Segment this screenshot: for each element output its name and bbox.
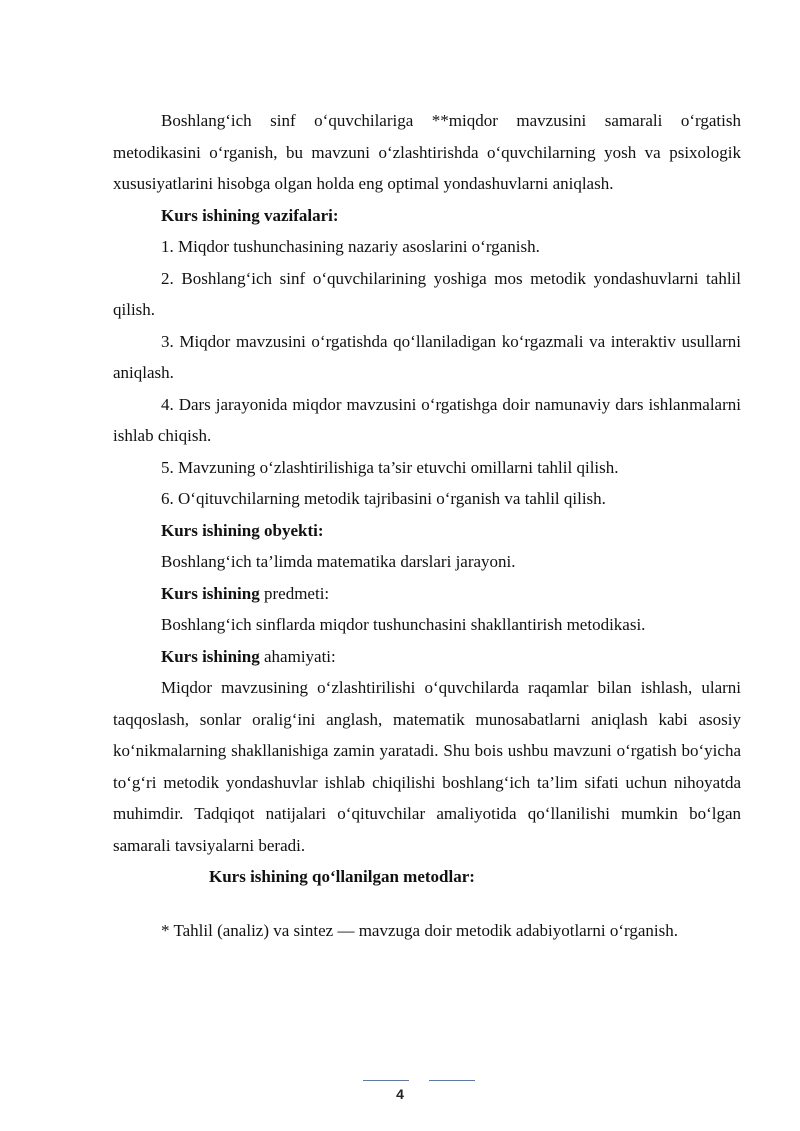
intro-paragraph: Boshlang‘ich sinf o‘quvchilariga **miqdor mavzusini samarali o‘rgatish metodikasini o‘rganish, bu mavzuni o‘zlashtirishda o‘quvchilarning yosh va psixologik xususiyatlarini hisobga olgan holda eng optimal yondashuvlarni aniqlash. <box>113 111 741 193</box>
importance-paragraph: Miqdor mavzusining o‘zlashtirilishi o‘quvchilarda raqamlar bilan ishlash, ularni taqqoslash, sonlar oralig‘ini anglash, matematik munosabatlarni aniqlash kabi asosiy ko‘nikmalarning shakllanishiga zamin yaratadi. Shu bois ushbu mavzuni o‘rgatish bo‘yicha to‘g‘ri metodik yondashuvlar ishlab chiqilishi boshlang‘ich ta’lim sifati uchun nihoyatda muhimdir. Tadqiqot natijalari o‘qituvchilar amaliyotida qo‘llanilishi mumkin bo‘lgan samarali tavsiyalarni beradi. <box>113 678 741 855</box>
importance-heading <box>113 641 741 673</box>
footer-line-right <box>429 1080 475 1081</box>
task-item-3: 3. Miqdor mavzusini o‘rgatishda qo‘llaniladigan ko‘rgazmali va interaktiv usullarni aniqlash. <box>113 331 741 382</box>
methods-heading: Kurs ishining qo‘llanilgan metodlar: <box>209 867 475 886</box>
footer-decoration <box>0 1080 800 1082</box>
subject-heading-bold: Kurs ishining <box>161 583 260 603</box>
task-item-2: 2. Boshlang‘ich sinf o‘quvchilarining yoshiga mos metodik yondashuvlarni tahlil qilish. <box>113 268 741 319</box>
task-item-1: 1. Miqdor tushunchasining nazariy asoslarini o‘rganish. <box>161 237 540 256</box>
tasks-heading: Kurs ishining vazifalari: <box>161 205 339 225</box>
task-item-6: 6. O‘qituvchilarning metodik tajribasini o‘rganish va tahlil qilish. <box>161 489 606 508</box>
subject-heading <box>113 578 741 610</box>
subject-text: Boshlang‘ich sinflarda miqdor tushunchasini shakllantirish metodikasi. <box>161 615 646 634</box>
spacer <box>113 893 741 915</box>
importance-heading-bold: Kurs ishining <box>161 646 260 666</box>
object-text: Boshlang‘ich ta’limda matematika darslari jarayoni. <box>161 552 516 571</box>
method-item-1: * Tahlil (analiz) va sintez — mavzuga doir metodik adabiyotlarni o‘rganish. <box>161 920 679 940</box>
task-item-5: 5. Mavzuning o‘zlashtirilishiga ta’sir etuvchi omillarni tahlil qilish. <box>161 457 619 477</box>
importance-heading-rest: ahamiyati: <box>259 646 336 666</box>
footer-line-left <box>363 1080 409 1081</box>
task-item-4: 4. Dars jarayonida miqdor mavzusini o‘rgatishga doir namunaviy dars ishlanmalarni ishlab chiqish. <box>113 394 741 445</box>
page-number: 4 <box>396 1086 404 1102</box>
page-body <box>113 105 741 946</box>
object-heading: Kurs ishining obyekti: <box>161 520 324 540</box>
subject-heading-rest: predmeti: <box>259 583 330 603</box>
